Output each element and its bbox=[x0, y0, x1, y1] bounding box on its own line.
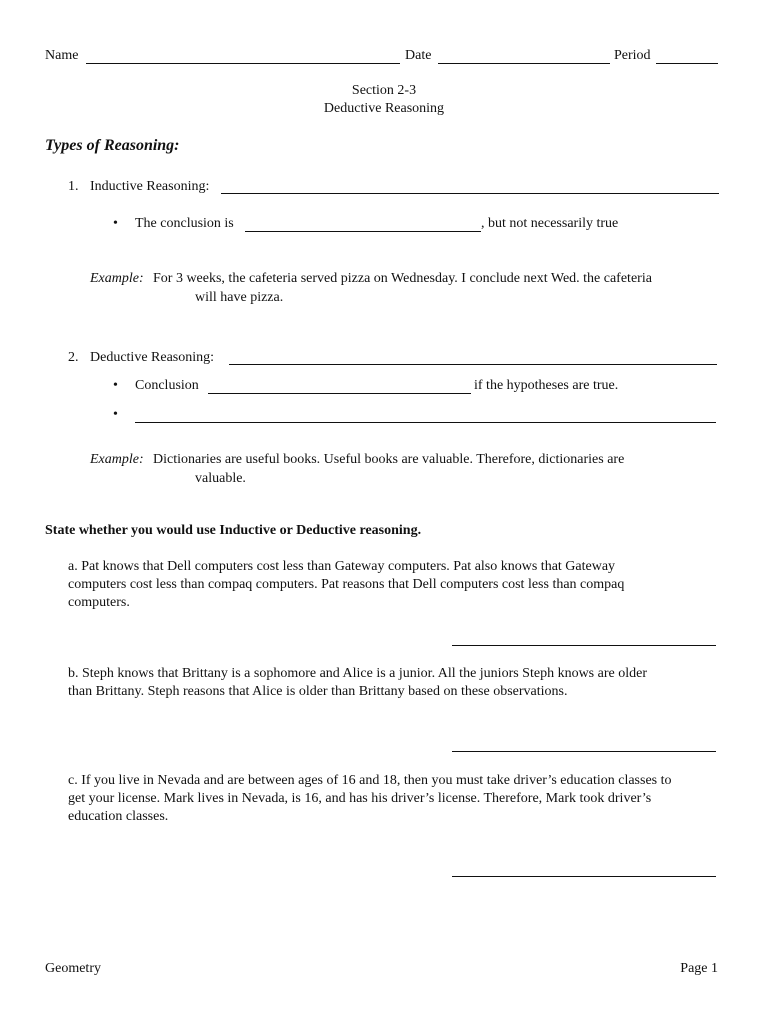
question-b-line2: than Brittany. Steph reasons that Alice is older than Brittany based on these observations. bbox=[68, 684, 568, 699]
date-blank[interactable] bbox=[438, 63, 610, 64]
item2-bullet1-blank[interactable] bbox=[208, 393, 471, 394]
question-c-line2: get your license. Mark lives in Nevada, is 16, and has his driver’s license. Therefore, Mark took driver’s bbox=[68, 791, 652, 806]
types-heading: Types of Reasoning: bbox=[45, 137, 180, 154]
period-label: Period bbox=[614, 48, 651, 63]
item2-label: Deductive Reasoning: bbox=[90, 350, 215, 365]
date-label: Date bbox=[405, 48, 432, 63]
question-a-answer-blank[interactable] bbox=[452, 645, 716, 646]
section-title: Section 2-3 bbox=[351, 83, 417, 98]
item2-bullet1-suffix: if the hypotheses are true. bbox=[474, 378, 619, 393]
name-blank[interactable] bbox=[86, 63, 400, 64]
question-a-line1: a. Pat knows that Dell computers cost less than Gateway computers. Pat also knows that Gateway bbox=[68, 559, 616, 574]
footer-page-number: Page 1 bbox=[680, 961, 718, 976]
item1-example-line1: For 3 weeks, the cafeteria served pizza on Wednesday. I conclude next Wed. the cafeteria bbox=[153, 271, 652, 286]
item2-bullet2-dot: • bbox=[113, 407, 118, 422]
topic-title: Deductive Reasoning bbox=[323, 101, 445, 116]
item2-bullet2-blank[interactable] bbox=[135, 422, 716, 423]
item2-bullet1-prefix: Conclusion bbox=[135, 378, 199, 393]
item2-example-line2: valuable. bbox=[195, 471, 246, 486]
item1-number: 1. bbox=[68, 179, 79, 194]
question-b-line1: b. Steph knows that Brittany is a sophomore and Alice is a junior. All the juniors Steph knows are older bbox=[68, 666, 647, 681]
question-c-line3: education classes. bbox=[68, 809, 169, 824]
question-b-answer-blank[interactable] bbox=[452, 751, 716, 752]
item2-example-line1: Dictionaries are useful books. Useful books are valuable. Therefore, dictionaries are bbox=[153, 452, 625, 467]
item1-bullet-suffix: , but not necessarily true bbox=[481, 216, 619, 231]
question-c-line1: c. If you live in Nevada and are between ages of 16 and 18, then you must take driver’s education classes to bbox=[68, 773, 672, 788]
footer-subject: Geometry bbox=[45, 961, 101, 976]
item2-bullet1-dot: • bbox=[113, 378, 118, 393]
item2-example-label: Example: bbox=[90, 452, 144, 467]
question-c-answer-blank[interactable] bbox=[452, 876, 716, 877]
period-blank[interactable] bbox=[656, 63, 718, 64]
question-a-line2: computers cost less than compaq computers. Pat reasons that Dell computers cost less than compaq bbox=[68, 577, 625, 592]
item1-blank[interactable] bbox=[221, 193, 719, 194]
item1-example-line2: will have pizza. bbox=[195, 290, 284, 305]
question-a-line3: computers. bbox=[68, 595, 130, 610]
item2-blank[interactable] bbox=[229, 364, 717, 365]
instructions-heading: State whether you would use Inductive or Deductive reasoning. bbox=[45, 523, 422, 538]
item2-number: 2. bbox=[68, 350, 79, 365]
name-label: Name bbox=[45, 48, 79, 63]
item1-bullet-prefix: The conclusion is bbox=[135, 216, 234, 231]
item1-bullet-dot: • bbox=[113, 216, 118, 231]
item1-example-label: Example: bbox=[90, 271, 144, 286]
item1-bullet-blank[interactable] bbox=[245, 231, 481, 232]
item1-label: Inductive Reasoning: bbox=[90, 179, 210, 194]
